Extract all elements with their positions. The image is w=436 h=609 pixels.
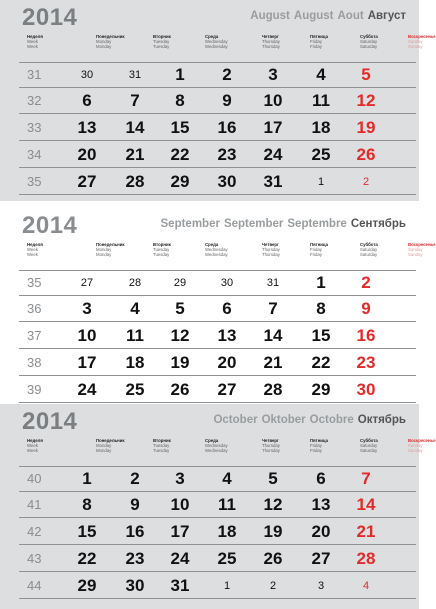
weekday-text: Понедельник — [96, 438, 125, 443]
weekday-text: Sunday — [408, 39, 423, 45]
month-name: Сентябрь — [350, 218, 406, 230]
month-name: August — [250, 10, 290, 22]
weekday-text: Friday — [310, 39, 322, 45]
day-cell: 6 — [82, 91, 92, 110]
weekday-text: Суббота — [360, 438, 378, 443]
day-cell: 28 — [125, 172, 145, 191]
week-row — [19, 143, 416, 168]
weekday-text: Wednesday — [205, 247, 228, 253]
weekday-text: Среда — [205, 34, 219, 39]
weekday-text: Tuesday — [153, 443, 170, 449]
weekday-text: Неделя — [27, 242, 43, 247]
day-cell: 10 — [170, 495, 190, 514]
month-block — [0, 208, 436, 404]
weekday-text: Friday — [310, 448, 322, 454]
weekday-label — [262, 242, 280, 257]
weekday-text: Понедельник — [96, 242, 125, 247]
day-cell: 29 — [311, 380, 331, 399]
day-cell: 2 — [362, 176, 370, 188]
week-row — [19, 351, 416, 376]
month-names — [209, 414, 406, 426]
weekday-text: Tuesday — [153, 39, 170, 45]
month-name: September — [160, 218, 220, 230]
week-row — [19, 116, 416, 141]
weekday-text: Thursday — [262, 443, 280, 449]
weekday-text: Week — [27, 448, 38, 454]
weekday-header — [0, 438, 436, 464]
day-cell: 8 — [82, 495, 92, 514]
week-row — [19, 574, 416, 599]
weekday-text: Friday — [310, 443, 322, 449]
weekday-text: Saturday — [360, 247, 378, 253]
day-cell: 20 — [77, 145, 97, 164]
day-cell: 31 — [263, 172, 283, 191]
day-cell: 19 — [263, 522, 283, 541]
day-cell: 4 — [362, 580, 370, 592]
week-number: 31 — [27, 67, 42, 82]
weekday-text: Tuesday — [153, 448, 170, 454]
day-cell: 25 — [311, 145, 331, 164]
weekday-label — [360, 242, 378, 257]
week-number: 38 — [27, 355, 42, 370]
weekday-label — [205, 34, 228, 49]
day-cell: 7 — [268, 299, 278, 318]
day-cell: 29 — [77, 576, 97, 595]
day-cell: 14 — [263, 326, 283, 345]
day-cell: 20 — [217, 353, 237, 372]
week-row — [19, 170, 416, 195]
weekday-text: Wednesday — [205, 448, 228, 454]
weekday-text: Пятница — [310, 242, 329, 247]
weekday-text: Thursday — [262, 252, 280, 258]
week-number: 32 — [27, 93, 42, 108]
day-cell: 17 — [263, 118, 283, 137]
weekday-text: Monday — [96, 443, 112, 449]
weekday-text: Tuesday — [153, 44, 170, 50]
weekday-text: Sunday — [408, 443, 423, 449]
day-cell: 15 — [77, 522, 97, 541]
day-cell: 29 — [170, 172, 190, 191]
week-number: 44 — [27, 578, 42, 593]
day-cell: 24 — [263, 145, 283, 164]
day-cell: 26 — [263, 549, 283, 568]
day-cell: 26 — [356, 145, 376, 164]
year-label: 2014 — [22, 212, 78, 239]
day-cell: 11 — [126, 326, 144, 345]
weekday-text: Вторник — [153, 438, 171, 443]
day-cell: 18 — [217, 522, 237, 541]
weekday-text: Понедельник — [96, 34, 125, 39]
weekday-text: Wednesday — [205, 39, 228, 45]
day-cell: 23 — [125, 549, 145, 568]
weekday-text: Wednesday — [205, 252, 228, 258]
weekday-label — [310, 242, 328, 257]
day-cell: 12 — [263, 495, 283, 514]
weekday-text: Week — [27, 252, 38, 258]
day-cell: 30 — [356, 380, 376, 399]
weekday-text: Четверг — [262, 242, 279, 247]
week-number: 34 — [27, 147, 42, 162]
day-cell: 24 — [77, 380, 97, 399]
weekday-label — [27, 34, 43, 49]
day-cell: 1 — [223, 580, 231, 592]
weekday-text: Четверг — [262, 438, 279, 443]
day-cell: 18 — [311, 118, 331, 137]
day-cell: 7 — [361, 469, 371, 488]
weekday-text: Monday — [96, 44, 112, 50]
weekday-text: Среда — [205, 438, 219, 443]
day-cell: 21 — [356, 522, 376, 541]
day-cell: 28 — [263, 380, 283, 399]
day-cell: 30 — [125, 576, 145, 595]
day-cell: 27 — [311, 549, 331, 568]
day-cell: 3 — [82, 299, 92, 318]
weekday-label — [96, 438, 125, 453]
weekday-text: Воскресенье — [408, 242, 436, 247]
day-cell: 18 — [125, 353, 145, 372]
day-cell: 30 — [217, 172, 237, 191]
day-cell: 19 — [356, 118, 376, 137]
weekday-label — [262, 34, 280, 49]
weekday-text: Thursday — [262, 39, 280, 45]
day-cell: 2 — [269, 580, 277, 592]
day-cell: 9 — [361, 299, 371, 318]
week-number: 33 — [27, 120, 42, 135]
weekday-label — [96, 34, 125, 49]
weekday-text: Среда — [205, 242, 219, 247]
weekday-text: Wednesday — [205, 443, 228, 449]
weekday-label — [360, 34, 378, 49]
day-cell: 31 — [170, 576, 190, 595]
weekday-text: Thursday — [262, 448, 280, 454]
day-cell: 30 — [220, 277, 234, 289]
day-cell: 13 — [217, 326, 237, 345]
week-row — [19, 297, 416, 322]
month-name: Octobre — [309, 414, 354, 426]
week-number: 43 — [27, 551, 42, 566]
month-name: Август — [367, 10, 406, 22]
weekday-text: Saturday — [360, 252, 378, 258]
year-label: 2014 — [22, 408, 78, 435]
week-row — [19, 547, 416, 572]
day-cell: 5 — [361, 65, 371, 84]
day-cell: 3 — [175, 469, 185, 488]
day-cell: 22 — [77, 549, 97, 568]
weekday-label — [310, 438, 328, 453]
week-number: 35 — [27, 275, 42, 290]
day-cell: 23 — [356, 353, 376, 372]
month-block — [0, 0, 436, 201]
weekday-label — [27, 242, 43, 257]
day-cell: 21 — [263, 353, 283, 372]
week-row — [19, 89, 416, 114]
weekday-text: Week — [27, 247, 38, 253]
weekday-text: Воскресенье — [408, 34, 436, 39]
week-number: 35 — [27, 174, 42, 189]
day-cell: 6 — [222, 299, 232, 318]
weekday-text: Sunday — [408, 448, 423, 454]
day-cell: 4 — [222, 469, 232, 488]
month-name: October — [213, 414, 258, 426]
day-cell: 4 — [316, 65, 326, 84]
month-name: September — [223, 218, 284, 230]
week-row — [19, 62, 416, 88]
day-cell: 27 — [77, 172, 97, 191]
day-cell: 11 — [312, 91, 330, 110]
weekday-text: Saturday — [360, 39, 378, 45]
day-cell: 9 — [222, 91, 232, 110]
day-cell: 10 — [263, 91, 283, 110]
day-cell: 3 — [317, 580, 325, 592]
day-cell: 1 — [316, 273, 326, 292]
weekday-text: Friday — [310, 247, 322, 253]
day-cell: 10 — [77, 326, 97, 345]
weekday-text: Вторник — [153, 34, 171, 39]
day-cell: 15 — [170, 118, 190, 137]
day-cell: 16 — [125, 522, 145, 541]
weekday-text: Неделя — [27, 34, 43, 39]
month-name: Aout — [337, 10, 364, 22]
day-cell: 23 — [217, 145, 237, 164]
weekday-text: Thursday — [262, 44, 280, 50]
week-number: 36 — [27, 301, 42, 316]
month-name: Septembre — [287, 218, 347, 230]
weekday-text: Пятница — [310, 34, 329, 39]
day-cell: 13 — [311, 495, 331, 514]
month-block — [0, 404, 436, 609]
weekday-text: Saturday — [360, 443, 378, 449]
day-cell: 30 — [80, 69, 94, 81]
day-cell: 20 — [311, 522, 331, 541]
day-cell: 16 — [217, 118, 237, 137]
week-number: 40 — [27, 471, 42, 486]
month-name: August — [293, 10, 334, 22]
weekday-header — [0, 34, 436, 60]
week-row — [19, 324, 416, 349]
week-number: 37 — [27, 328, 42, 343]
day-cell: 25 — [125, 380, 145, 399]
weekday-text: Week — [27, 39, 38, 45]
weekday-text: Суббота — [360, 34, 378, 39]
week-row — [19, 378, 416, 403]
weekday-text: Monday — [96, 247, 112, 253]
day-cell: 2 — [130, 469, 140, 488]
weekday-text: Воскресенье — [408, 438, 436, 443]
day-cell: 21 — [125, 145, 145, 164]
month-name: Октябрь — [357, 414, 406, 426]
day-cell: 7 — [130, 91, 140, 110]
weekday-label — [262, 438, 280, 453]
weekday-text: Tuesday — [153, 252, 170, 258]
weekday-label — [310, 34, 328, 49]
day-cell: 1 — [317, 176, 325, 188]
month-name: Oktober — [261, 414, 306, 426]
weekday-text: Пятница — [310, 438, 329, 443]
weekday-text: Sunday — [408, 252, 423, 258]
day-cell: 13 — [77, 118, 97, 137]
day-cell: 5 — [268, 469, 278, 488]
day-cell: 2 — [361, 273, 371, 292]
week-number: 39 — [27, 382, 42, 397]
day-cell: 6 — [316, 469, 326, 488]
day-cell: 15 — [311, 326, 331, 345]
day-cell: 25 — [217, 549, 237, 568]
year-label: 2014 — [22, 4, 78, 31]
day-cell: 19 — [170, 353, 190, 372]
weekday-label — [408, 34, 436, 49]
weekday-label — [360, 438, 378, 453]
weekday-text: Monday — [96, 252, 112, 258]
weekday-label — [27, 438, 43, 453]
weekday-text: Week — [27, 443, 38, 449]
day-cell: 4 — [130, 299, 140, 318]
weekday-label — [205, 242, 228, 257]
week-row — [19, 270, 416, 296]
week-number: 42 — [27, 524, 42, 539]
day-cell: 3 — [268, 65, 278, 84]
day-cell: 9 — [130, 495, 140, 514]
day-cell: 11 — [218, 495, 236, 514]
week-row — [19, 520, 416, 545]
day-cell: 26 — [170, 380, 190, 399]
day-cell: 8 — [316, 299, 326, 318]
weekday-label — [153, 242, 171, 257]
weekday-text: Week — [27, 44, 38, 50]
day-cell: 28 — [356, 549, 376, 568]
day-cell: 8 — [175, 91, 185, 110]
day-cell: 1 — [82, 469, 92, 488]
day-cell: 27 — [217, 380, 237, 399]
day-cell: 22 — [311, 353, 331, 372]
day-cell: 12 — [356, 91, 376, 110]
day-cell: 14 — [125, 118, 145, 137]
weekday-text: Saturday — [360, 44, 378, 50]
weekday-text: Wednesday — [205, 44, 228, 50]
day-cell: 12 — [170, 326, 190, 345]
day-cell: 29 — [173, 277, 187, 289]
weekday-label — [408, 438, 436, 453]
weekday-label — [408, 242, 436, 257]
day-cell: 16 — [356, 326, 376, 345]
day-cell: 31 — [266, 277, 280, 289]
weekday-text: Суббота — [360, 242, 378, 247]
day-cell: 1 — [175, 65, 185, 84]
weekday-text: Thursday — [262, 247, 280, 253]
weekday-text: Monday — [96, 39, 112, 45]
weekday-text: Friday — [310, 44, 322, 50]
week-row — [19, 466, 416, 492]
day-cell: 28 — [128, 277, 142, 289]
day-cell: 2 — [222, 65, 232, 84]
weekday-text: Четверг — [262, 34, 279, 39]
weekday-text: Tuesday — [153, 247, 170, 253]
day-cell: 14 — [356, 495, 376, 514]
day-cell: 22 — [170, 145, 190, 164]
month-names — [246, 10, 406, 22]
weekday-text: Sunday — [408, 247, 423, 253]
weekday-header — [0, 242, 436, 268]
day-cell: 27 — [80, 277, 94, 289]
weekday-text: Monday — [96, 448, 112, 454]
day-cell: 24 — [170, 549, 190, 568]
week-row — [19, 493, 416, 518]
day-cell: 17 — [77, 353, 97, 372]
weekday-label — [153, 438, 171, 453]
weekday-text: Вторник — [153, 242, 171, 247]
week-number: 41 — [27, 497, 42, 512]
weekday-label — [153, 34, 171, 49]
day-cell: 5 — [175, 299, 185, 318]
day-cell: 17 — [170, 522, 190, 541]
weekday-text: Неделя — [27, 438, 43, 443]
weekday-text: Saturday — [360, 448, 378, 454]
weekday-text: Sunday — [408, 44, 423, 50]
weekday-label — [96, 242, 125, 257]
day-cell: 31 — [128, 69, 142, 81]
weekday-label — [205, 438, 228, 453]
month-names — [157, 218, 407, 230]
weekday-text: Friday — [310, 252, 322, 258]
